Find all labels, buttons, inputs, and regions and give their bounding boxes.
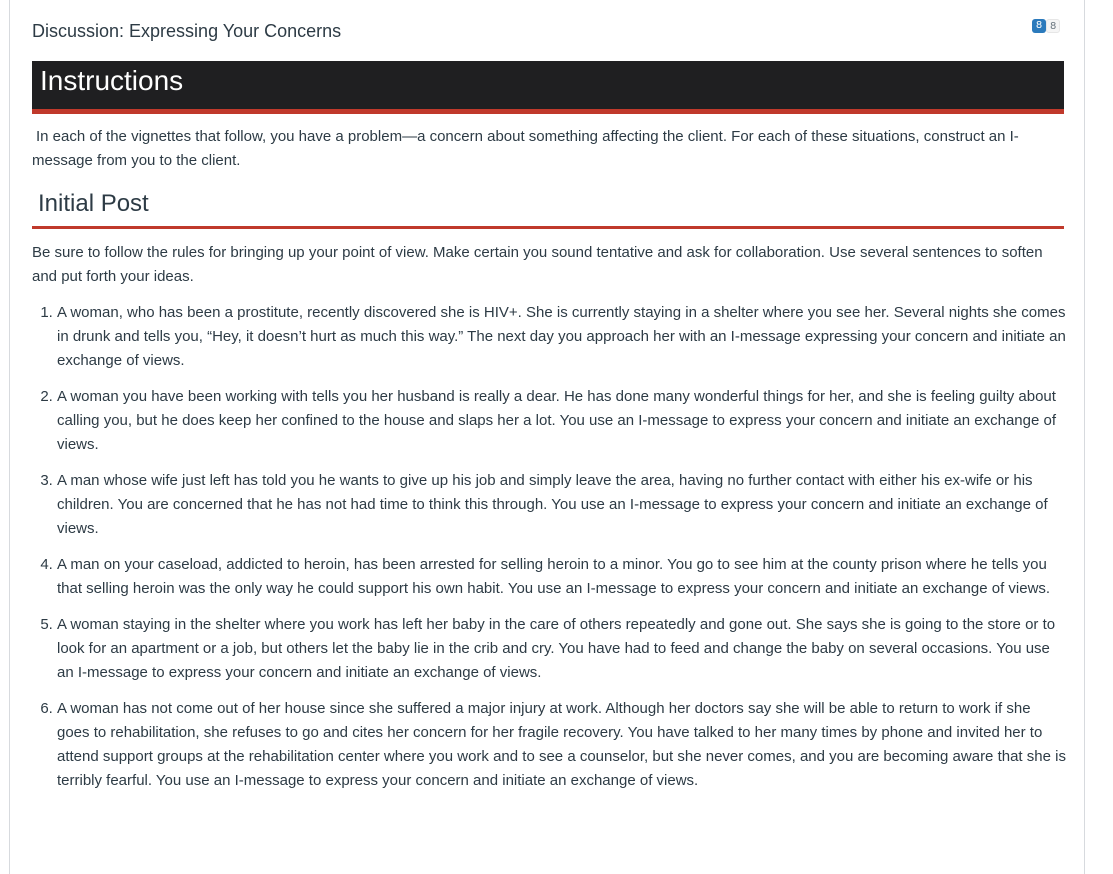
unread-badge[interactable]: 8 [1032,19,1046,33]
total-badge: 8 [1046,19,1060,33]
initial-post-heading: Initial Post [38,190,149,217]
vignette-item: 3. A man whose wife just left has told you he wants to give up his job and simply leave the area, having no further contact with either his ex-wife or his children. You are concerned that he has not had time to think this through. You use an I-message to express your concern and initiate an exchange of views. [57,469,1066,541]
vignette-item: 6. A woman has not come out of her house since she suffered a major injury at work. Although her doctors say she will be able to return to work if she goes to rehabilitation, she refuses to go and cites her concern for her fragile recovery. You have talked to her many times by phone and invited her to attend support groups at the rehabilitation center where you work and to see a counselor, but she never comes, and you are becoming aware that she is terribly fearful. You use an I-message to express your concern and initiate an exchange of views. [57,697,1066,793]
unread-count-badges [1032,19,1060,33]
instructions-banner [32,61,1064,114]
vignette-list [32,301,1066,805]
vignette-item: 4. A man on your caseload, addicted to heroin, has been arrested for selling heroin to a minor. You go to see him at the county prison where he tells you that selling heroin was the only way he could support his own habit. You use an I-message to express your concern and initiate an exchange of views. [57,553,1066,601]
instructions-intro: In each of the vignettes that follow, you have a problem—a concern about something affecting the client. For each of these situations, construct an I-message from you to the client. [32,128,1019,169]
instructions-heading: Instructions [40,65,184,96]
discussion-title: Discussion: Expressing Your Concerns [32,21,342,41]
initial-post-section [32,188,1064,229]
vignette-item: 2. A woman you have been working with tells you her husband is really a dear. He has done many wonderful things for her, and she is feeling guilty about calling you, but he does keep her confined to the house and slaps her a lot. You use an I-message to express your concern and initiate an exchange of views. [57,385,1066,457]
discussion-frame [9,0,1085,874]
vignette-item: 5. A woman staying in the shelter where you work has left her baby in the care of others repeatedly and gone out. She says she is going to the store or to look for an apartment or a job, but others let the baby lie in the crib and cry. You have had to feed and change the baby on several occasions. You use an I-message to express your concern and initiate an exchange of views. [57,613,1066,685]
initial-post-intro: Be sure to follow the rules for bringing up your point of view. Make certain you sound tentative and ask for collaboration. Use several sentences to soften and put forth your ideas. [32,244,1043,285]
vignette-item: 1. A woman, who has been a prostitute, recently discovered she is HIV+. She is currently staying in a shelter where you see her. Several nights she comes in drunk and tells you, “Hey, it doesn’t hurt as much this way.” The next day you approach her with an I-message expressing your concern and initiate an exchange of views. [57,301,1066,373]
